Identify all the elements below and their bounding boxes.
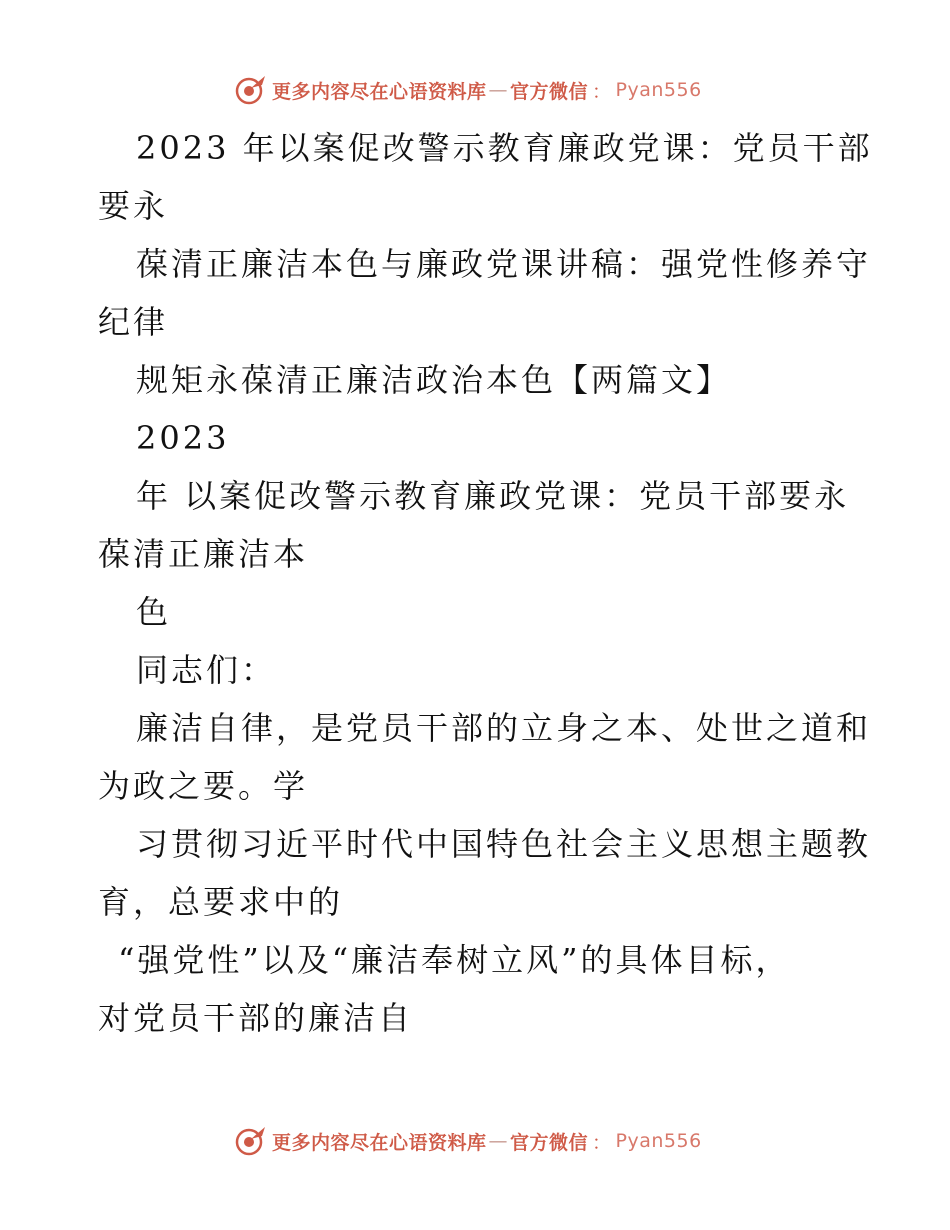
text-line: 2023 年以案促改警示教育廉政党课：党员干部 xyxy=(136,129,873,167)
text-line: 葆清正廉洁本色与廉政党课讲稿：强党性修养守 xyxy=(136,245,872,283)
watermark-label: 官方微信 xyxy=(510,80,589,103)
watermark-separator: ： xyxy=(592,80,612,103)
pen-nib-circle-icon xyxy=(234,73,268,107)
text-line: 同志们： xyxy=(136,651,277,689)
text-line: 葆清正廉洁本 xyxy=(98,535,309,573)
footer-watermark xyxy=(234,1123,702,1159)
text-line: 2023 xyxy=(136,419,230,457)
text-line: 为政之要。学 xyxy=(98,767,309,805)
header-watermark xyxy=(234,72,702,108)
text-line: 廉洁自律，是党员干部的立身之本、处世之道和 xyxy=(136,709,872,747)
watermark-account: Pyan556 xyxy=(615,1130,702,1152)
text-line: 纪律 xyxy=(98,303,169,341)
watermark-label: 官方微信 xyxy=(510,1131,589,1154)
text-line: 育，总要求中的 xyxy=(98,883,344,921)
text-line: 要永 xyxy=(98,187,169,225)
watermark-account: Pyan556 xyxy=(615,79,702,101)
text-line: “强党性”以及“廉洁奉树立风”的具体目标， xyxy=(118,941,791,979)
watermark-brand: 更多内容尽在心语资料库 xyxy=(272,1131,487,1154)
watermark-separator: ： xyxy=(592,1131,612,1154)
watermark-dash: — xyxy=(488,79,509,101)
text-line: 规矩永葆清正廉洁政治本色【两篇文】 xyxy=(136,361,732,399)
document-body xyxy=(98,124,873,1052)
text-line: 习贯彻习近平时代中国特色社会主义思想主题教 xyxy=(136,825,872,863)
watermark-dash: — xyxy=(488,1130,509,1152)
text-line: 年 以案促改警示教育廉政党课：党员干部要永 xyxy=(136,477,850,515)
text-line: 对党员干部的廉洁自 xyxy=(98,999,414,1037)
pen-nib-circle-icon xyxy=(234,1124,268,1158)
text-line: 色 xyxy=(136,593,172,631)
watermark-brand: 更多内容尽在心语资料库 xyxy=(272,80,487,103)
